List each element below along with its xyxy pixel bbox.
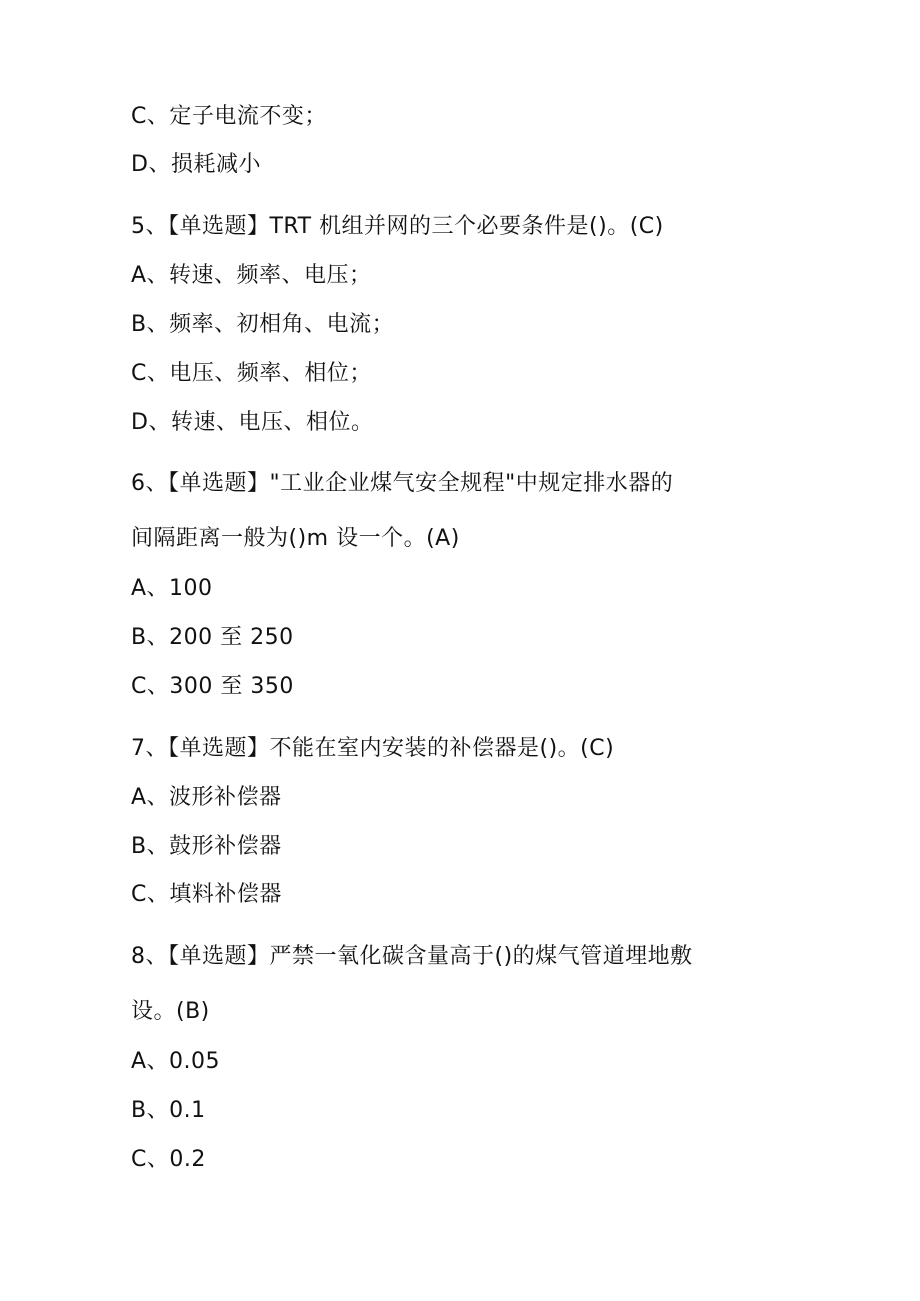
- question-line: 8、【单选题】严禁一氧化碳含量高于()的煤气管道埋地敷: [131, 944, 693, 969]
- option-line: A、100: [131, 576, 213, 601]
- option-line: A、0.05: [131, 1049, 221, 1074]
- option-line: B、频率、初相角、电流；: [131, 312, 395, 337]
- option-line: C、0.2: [131, 1147, 206, 1172]
- option-line: C、填料补偿器: [131, 882, 282, 907]
- option-line: A、波形补偿器: [131, 785, 282, 810]
- option-line: D、转速、电压、相位。: [131, 410, 374, 435]
- option-line: C、电压、频率、相位；: [131, 361, 372, 386]
- option-line: B、200 至 250: [131, 625, 294, 650]
- question-line: 7、【单选题】不能在室内安装的补偿器是()。(C): [131, 736, 615, 761]
- question-line: 5、【单选题】TRT 机组并网的三个必要条件是()。(C): [131, 214, 664, 239]
- option-line: B、鼓形补偿器: [131, 834, 282, 859]
- question-line: 设。(B): [131, 999, 210, 1024]
- option-line: B、0.1: [131, 1098, 206, 1123]
- option-line: C、300 至 350: [131, 674, 294, 699]
- option-line: A、转速、频率、电压；: [131, 263, 372, 288]
- option-line: C、定子电流不变；: [131, 104, 327, 129]
- question-line: 间隔距离一般为()m 设一个。(A): [131, 526, 460, 551]
- question-line: 6、【单选题】"工业企业煤气安全规程"中规定排水器的: [131, 471, 674, 496]
- option-line: D、损耗减小: [131, 152, 261, 177]
